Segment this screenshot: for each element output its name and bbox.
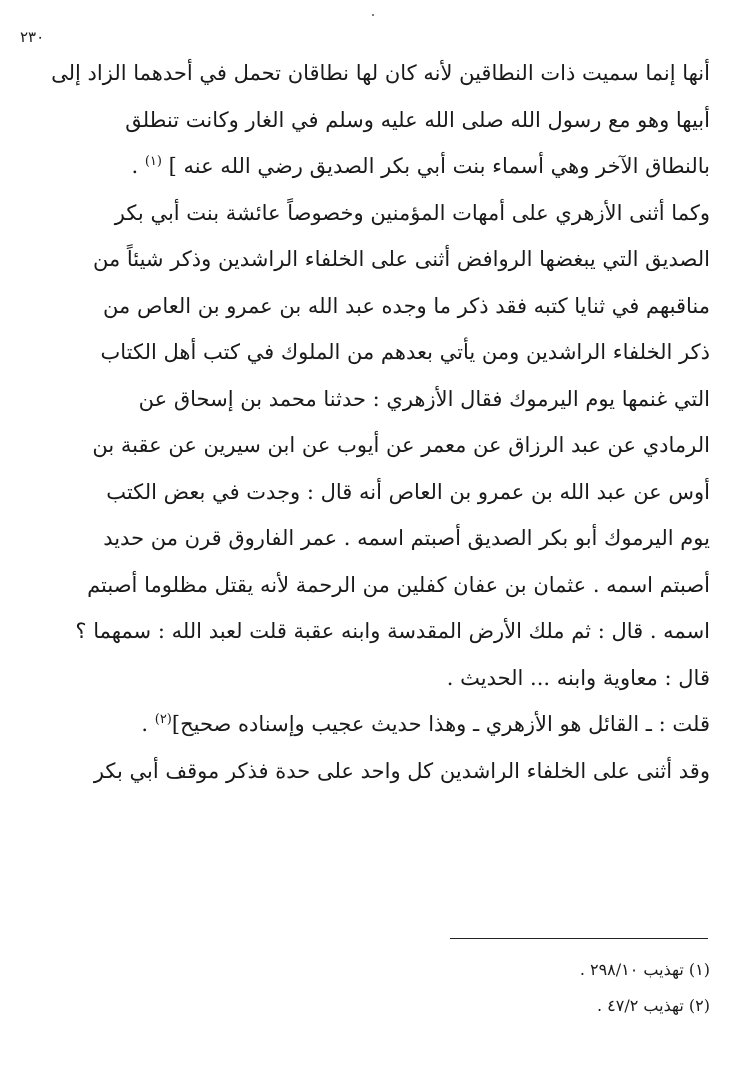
footnote-1: (١) تهذيب ٢٩٨/١٠ . xyxy=(579,960,710,979)
footnote-separator xyxy=(450,938,708,939)
text-line-15 xyxy=(40,701,710,748)
footnote-reference-2[interactable]: (٢) xyxy=(154,712,172,727)
text-line-13: اسمه . قال : ثم ملك الأرض المقدسة وابنه عقبة قلت لعبد الله : سمهما ؟ xyxy=(75,619,710,643)
text-line-7: ذكر الخلفاء الراشدين ومن يأتي بعدهم من الملوك في كتب أهل الكتاب xyxy=(100,340,710,364)
body-text xyxy=(40,50,710,794)
page-number: ٢٣٠ xyxy=(20,28,45,46)
text-line-9: الرمادي عن عبد الرزاق عن معمر عن أيوب عن ابن سيرين عن عقبة بن xyxy=(92,433,710,457)
top-dot-mark xyxy=(372,14,374,16)
text-line-5: الصديق التي يبغضها الروافض أثنى على الخلفاء الراشدين وذكر شيئاً من xyxy=(92,247,710,271)
text-line-3 xyxy=(40,143,710,190)
footnote-2: (٢) تهذيب ٤٧/٢ . xyxy=(597,996,710,1015)
text-line-14: قال : معاوية وابنه ... الحديث . xyxy=(446,665,710,690)
text-line-3-tail: . xyxy=(131,154,145,178)
footnote-reference-1[interactable]: (١) xyxy=(144,154,162,169)
text-line-15-tail: . xyxy=(141,712,155,736)
text-line-12: أصبتم اسمه . عثمان بن عفان كفلين من الرحمة لأنه يقتل مظلوما أصبتم xyxy=(87,572,710,597)
text-line-11: يوم اليرموك أبو بكر الصديق أصبتم اسمه . عمر الفاروق قرن من حديد xyxy=(103,526,710,550)
text-line-15-content: قلت : ـ القائل هو الأزهري ـ وهذا حديث عجيب وإسناده صحيح] xyxy=(171,712,710,736)
text-line-16: وقد أثنى على الخلفاء الراشدين كل واحد على حدة فذكر موقف أبي بكر xyxy=(93,758,710,783)
text-line-1: أنها إنما سميت ذات النطاقين لأنه كان لها نطاقان تحمل في أحدهما الزاد إلى xyxy=(51,61,710,85)
text-line-4: وكما أثنى الأزهري على أمهات المؤمنين وخصوصاً عائشة بنت أبي بكر xyxy=(114,200,710,225)
text-line-10: أوس عن عبد الله بن عمرو بن العاص أنه قال : وجدت في بعض الكتب xyxy=(106,479,710,504)
text-line-6: مناقبهم في ثنايا كتبه فقد ذكر ما وجده عبد الله بن عمرو بن العاص من xyxy=(103,293,710,318)
text-line-3-content: بالنطاق الآخر وهي أسماء بنت أبي بكر الصديق رضي الله عنه ] xyxy=(168,154,710,178)
text-line-8: التي غنمها يوم اليرموك فقال الأزهري : حدثنا محمد بن إسحاق عن xyxy=(138,386,710,411)
text-line-2: أبيها وهو مع رسول الله صلى الله عليه وسلم في الغار وكانت تنطلق xyxy=(125,107,710,132)
footnotes xyxy=(40,952,710,1024)
